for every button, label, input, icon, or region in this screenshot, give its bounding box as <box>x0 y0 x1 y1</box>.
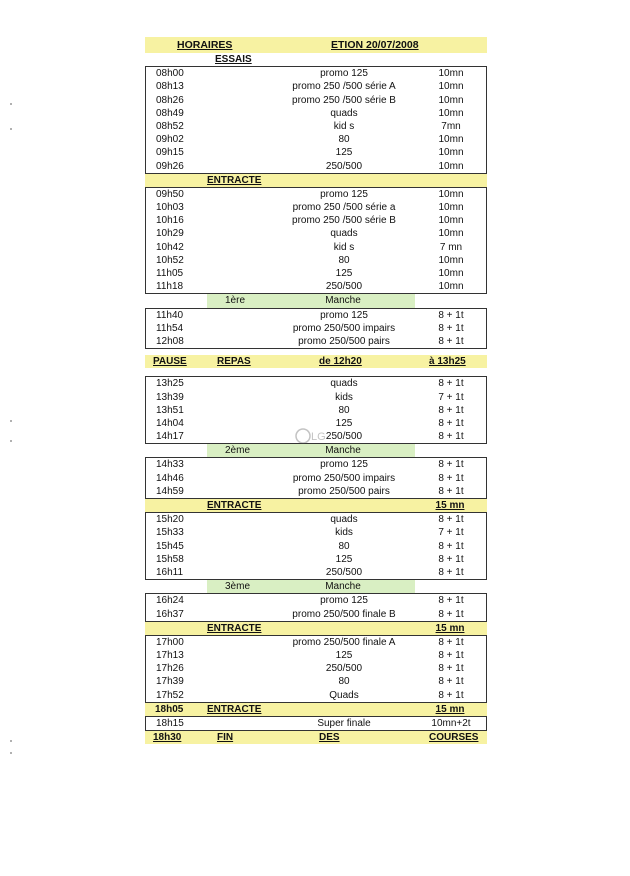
duration-cell: 8 + 1t <box>438 608 464 620</box>
time-cell: 17h00 <box>156 636 184 648</box>
schedule-row <box>145 322 487 335</box>
race-cell: promo 250/500 impairs <box>292 472 396 484</box>
schedule-row <box>145 214 487 227</box>
race-cell: quads <box>330 514 358 526</box>
schedule-row <box>145 80 487 93</box>
duration-cell: 8 + 1t <box>438 417 464 429</box>
schedule-row <box>145 391 487 404</box>
race-cell: kids <box>335 527 353 539</box>
duration-cell: 8 + 1t <box>438 335 464 347</box>
entracte-label: ENTRACTE <box>207 500 262 511</box>
pause-row <box>145 355 487 368</box>
time-cell: 14h33 <box>156 459 184 471</box>
race-cell: 250/500 <box>325 431 363 443</box>
time-cell: 15h45 <box>156 540 184 552</box>
duration-cell: 10mn <box>438 188 464 200</box>
schedule-row <box>145 94 487 107</box>
time-cell: 17h26 <box>156 663 184 675</box>
duration-cell: 8 + 1t <box>438 676 464 688</box>
duration-cell: 10mn <box>438 160 464 172</box>
entracte-row <box>145 703 487 716</box>
duration-cell: 8 + 1t <box>438 650 464 662</box>
time-cell: 17h52 <box>156 689 184 701</box>
time-cell: 08h49 <box>156 107 184 119</box>
duration-cell: 8 + 1t <box>438 472 464 484</box>
entracte-duration: 15 mn <box>435 500 465 511</box>
duration-cell: 8 + 1t <box>438 566 464 578</box>
schedule-row <box>145 227 487 240</box>
entracte-label: ENTRACTE <box>207 703 262 715</box>
duration-cell: 8 + 1t <box>438 322 464 334</box>
race-cell: 250/500 <box>325 281 363 293</box>
duration-cell: 10mn+2t <box>431 718 471 729</box>
time-cell: 16h24 <box>156 595 184 607</box>
duration-cell: 8 + 1t <box>438 459 464 471</box>
duration-cell: 8 + 1t <box>438 689 464 701</box>
time-cell: 09h26 <box>156 160 184 172</box>
schedule-sheet <box>145 37 487 744</box>
schedule-row <box>145 335 487 349</box>
entracte-duration: 15 mn <box>435 622 465 634</box>
race-cell: promo 250/500 impairs <box>292 322 396 334</box>
des-label: DES <box>319 732 340 744</box>
duration-cell: 10mn <box>438 228 464 240</box>
scan-speck <box>10 440 12 442</box>
duration-cell: 8 + 1t <box>438 663 464 675</box>
time-cell: 08h00 <box>156 68 184 80</box>
duration-cell: 8 + 1t <box>438 309 464 321</box>
race-cell: promo 250/500 pairs <box>298 335 390 347</box>
duration-cell: 10mn <box>438 254 464 266</box>
time-cell: 14h04 <box>156 417 184 429</box>
scan-speck <box>10 752 12 754</box>
scan-speck <box>10 103 12 105</box>
duration-cell: 10mn <box>438 268 464 279</box>
duration-cell: 10mn <box>438 94 464 106</box>
race-cell: promo 250/500 finale B <box>292 608 396 620</box>
schedule-row <box>145 160 487 174</box>
time-cell: 10h52 <box>156 254 184 266</box>
manche-number: 1ère <box>225 295 246 307</box>
manche-number: 3ème <box>225 581 251 593</box>
schedule-row <box>145 66 487 80</box>
manche-label: Manche <box>325 445 361 457</box>
schedule-blocks <box>145 66 487 744</box>
schedule-row <box>145 107 487 120</box>
time-cell: 16h11 <box>156 566 184 578</box>
race-cell: quads <box>330 378 358 390</box>
duration-cell: 10mn <box>438 202 464 214</box>
schedule-row <box>145 376 487 390</box>
essais-row <box>145 53 487 66</box>
duration-cell: 8 + 1t <box>438 485 464 497</box>
race-cell: promo 125 <box>320 595 368 607</box>
schedule-row <box>145 526 487 539</box>
start-time: de 12h20 <box>319 356 362 368</box>
time-cell: 11h40 <box>156 309 184 321</box>
time-cell: 15h33 <box>156 527 184 539</box>
race-cell: promo 125 <box>320 309 368 321</box>
schedule-row <box>145 254 487 267</box>
schedule-row <box>145 457 487 471</box>
time-cell: 15h58 <box>156 553 184 565</box>
race-cell: promo 125 <box>320 459 368 471</box>
manche-row <box>145 580 487 593</box>
race-cell: Quads <box>329 689 359 701</box>
schedule-row <box>145 133 487 146</box>
duration-cell: 7 + 1t <box>438 391 464 403</box>
schedule-row <box>145 308 487 322</box>
repas-label: REPAS <box>217 356 251 368</box>
time-cell: 15h20 <box>156 514 184 526</box>
time-cell: 08h13 <box>156 81 184 93</box>
time-cell: 14h59 <box>156 485 184 497</box>
race-cell: kids <box>335 391 353 403</box>
time-cell: 18h15 <box>156 718 184 729</box>
manche-number: 2ème <box>225 445 251 457</box>
schedule-row <box>145 553 487 566</box>
duration-cell: 10mn <box>438 147 464 159</box>
duration-cell: 7mn <box>441 120 461 132</box>
entracte-row <box>145 622 487 635</box>
entracte-time: 18h05 <box>155 703 184 715</box>
time-cell: 08h26 <box>156 94 184 106</box>
fin-label: FIN <box>217 732 234 744</box>
time-cell: 10h16 <box>156 215 184 227</box>
schedule-row <box>145 241 487 254</box>
race-cell: 80 <box>338 540 350 552</box>
schedule-row <box>145 716 487 731</box>
race-cell: 125 <box>335 268 353 279</box>
essais-label: ESSAIS <box>215 54 252 65</box>
duration-cell: 8 + 1t <box>438 540 464 552</box>
header-horaires: HORAIRES <box>177 39 233 51</box>
race-cell: promo 250/500 pairs <box>298 485 390 497</box>
race-cell: 250/500 <box>325 663 363 675</box>
schedule-row <box>145 540 487 553</box>
scan-speck <box>10 420 12 422</box>
entracte-label: ENTRACTE <box>207 174 262 186</box>
schedule-row <box>145 512 487 526</box>
time-cell: 16h37 <box>156 608 184 620</box>
duration-cell: 8 + 1t <box>438 404 464 416</box>
duration-cell: 8 + 1t <box>438 378 464 390</box>
duration-cell: 7 + 1t <box>438 527 464 539</box>
duration-cell: 10mn <box>438 215 464 227</box>
race-cell: promo 250 /500 série A <box>292 81 396 93</box>
entracte-row <box>145 174 487 187</box>
entracte-label: ENTRACTE <box>207 622 262 634</box>
scan-speck <box>10 128 12 130</box>
race-cell: 250/500 <box>325 566 363 578</box>
schedule-row <box>145 120 487 133</box>
time-cell: 11h54 <box>156 322 184 334</box>
race-cell: quads <box>330 228 358 240</box>
schedule-row <box>145 201 487 214</box>
entracte-duration: 15 mn <box>435 703 465 715</box>
schedule-row <box>145 267 487 280</box>
race-cell: promo 250 /500 série a <box>292 202 396 214</box>
duration-cell: 10mn <box>438 81 464 93</box>
pause-label: PAUSE <box>153 356 187 368</box>
time-cell: 10h03 <box>156 202 184 214</box>
manche-label: Manche <box>325 295 361 307</box>
schedule-row <box>145 593 487 607</box>
duration-cell: 10mn <box>438 107 464 119</box>
watermark-logo <box>294 424 328 450</box>
race-cell: kid s <box>333 241 355 253</box>
manche-label: Manche <box>325 581 361 593</box>
race-cell: 80 <box>338 134 350 146</box>
time-cell: 09h02 <box>156 134 184 146</box>
race-cell: 80 <box>338 404 350 416</box>
race-cell: 80 <box>338 676 350 688</box>
schedule-row <box>145 472 487 485</box>
schedule-row <box>145 404 487 417</box>
time-cell: 09h15 <box>156 147 184 159</box>
schedule-row <box>145 689 487 703</box>
race-cell: promo 125 <box>320 188 368 200</box>
duration-cell: 10mn <box>438 281 464 293</box>
time-cell: 17h13 <box>156 650 184 662</box>
race-cell: promo 250 /500 série B <box>292 94 396 106</box>
schedule-row <box>145 635 487 649</box>
schedule-row <box>145 608 487 622</box>
time-cell: 11h18 <box>156 281 184 293</box>
duration-cell: 8 + 1t <box>438 553 464 565</box>
duration-cell: 8 + 1t <box>438 595 464 607</box>
spacer <box>145 368 487 376</box>
schedule-row <box>145 485 487 499</box>
courses-label: COURSES <box>429 732 479 744</box>
header-row <box>145 37 487 53</box>
time-cell: 10h29 <box>156 228 184 240</box>
time-cell: 14h46 <box>156 472 184 484</box>
race-cell: promo 250 /500 série B <box>292 215 396 227</box>
race-cell: quads <box>330 107 358 119</box>
duration-cell: 10mn <box>438 134 464 146</box>
header-date: ETION 20/07/2008 <box>331 39 419 51</box>
svg-text:LG: LG <box>311 431 326 443</box>
schedule-row <box>145 146 487 159</box>
time-cell: 13h51 <box>156 404 184 416</box>
time-cell: 09h50 <box>156 188 184 200</box>
race-cell: 250/500 <box>325 160 363 172</box>
schedule-row <box>145 649 487 662</box>
duration-cell: 10mn <box>438 68 464 80</box>
scan-speck <box>10 740 12 742</box>
time-cell: 10h42 <box>156 241 184 253</box>
race-cell: promo 125 <box>320 68 368 80</box>
race-cell: 125 <box>335 553 353 565</box>
time-cell: 17h39 <box>156 676 184 688</box>
race-cell: 125 <box>335 650 353 662</box>
duration-cell: 8 + 1t <box>438 431 464 443</box>
time-cell: 08h52 <box>156 120 184 132</box>
schedule-row <box>145 187 487 201</box>
end-time: à 13h25 <box>429 356 466 368</box>
race-cell: Super finale <box>317 718 371 729</box>
time-cell: 11h05 <box>156 268 184 279</box>
time-cell: 13h39 <box>156 391 184 403</box>
race-cell: 125 <box>335 147 353 159</box>
schedule-row <box>145 675 487 688</box>
duration-cell: 7 mn <box>439 241 463 253</box>
race-cell: kid s <box>333 120 355 132</box>
duration-cell: 8 + 1t <box>438 514 464 526</box>
race-cell: promo 250/500 finale A <box>292 636 396 648</box>
schedule-row <box>145 662 487 675</box>
schedule-row <box>145 566 487 580</box>
time-cell: 12h08 <box>156 335 184 347</box>
manche-row <box>145 294 487 307</box>
schedule-row <box>145 280 487 294</box>
end-time: 18h30 <box>153 732 182 744</box>
time-cell: 13h25 <box>156 378 184 390</box>
race-cell: 80 <box>338 254 350 266</box>
fin-row <box>145 731 487 744</box>
race-cell: 125 <box>335 417 353 429</box>
time-cell: 14h17 <box>156 431 184 443</box>
entracte-row <box>145 499 487 512</box>
duration-cell: 8 + 1t <box>438 636 464 648</box>
